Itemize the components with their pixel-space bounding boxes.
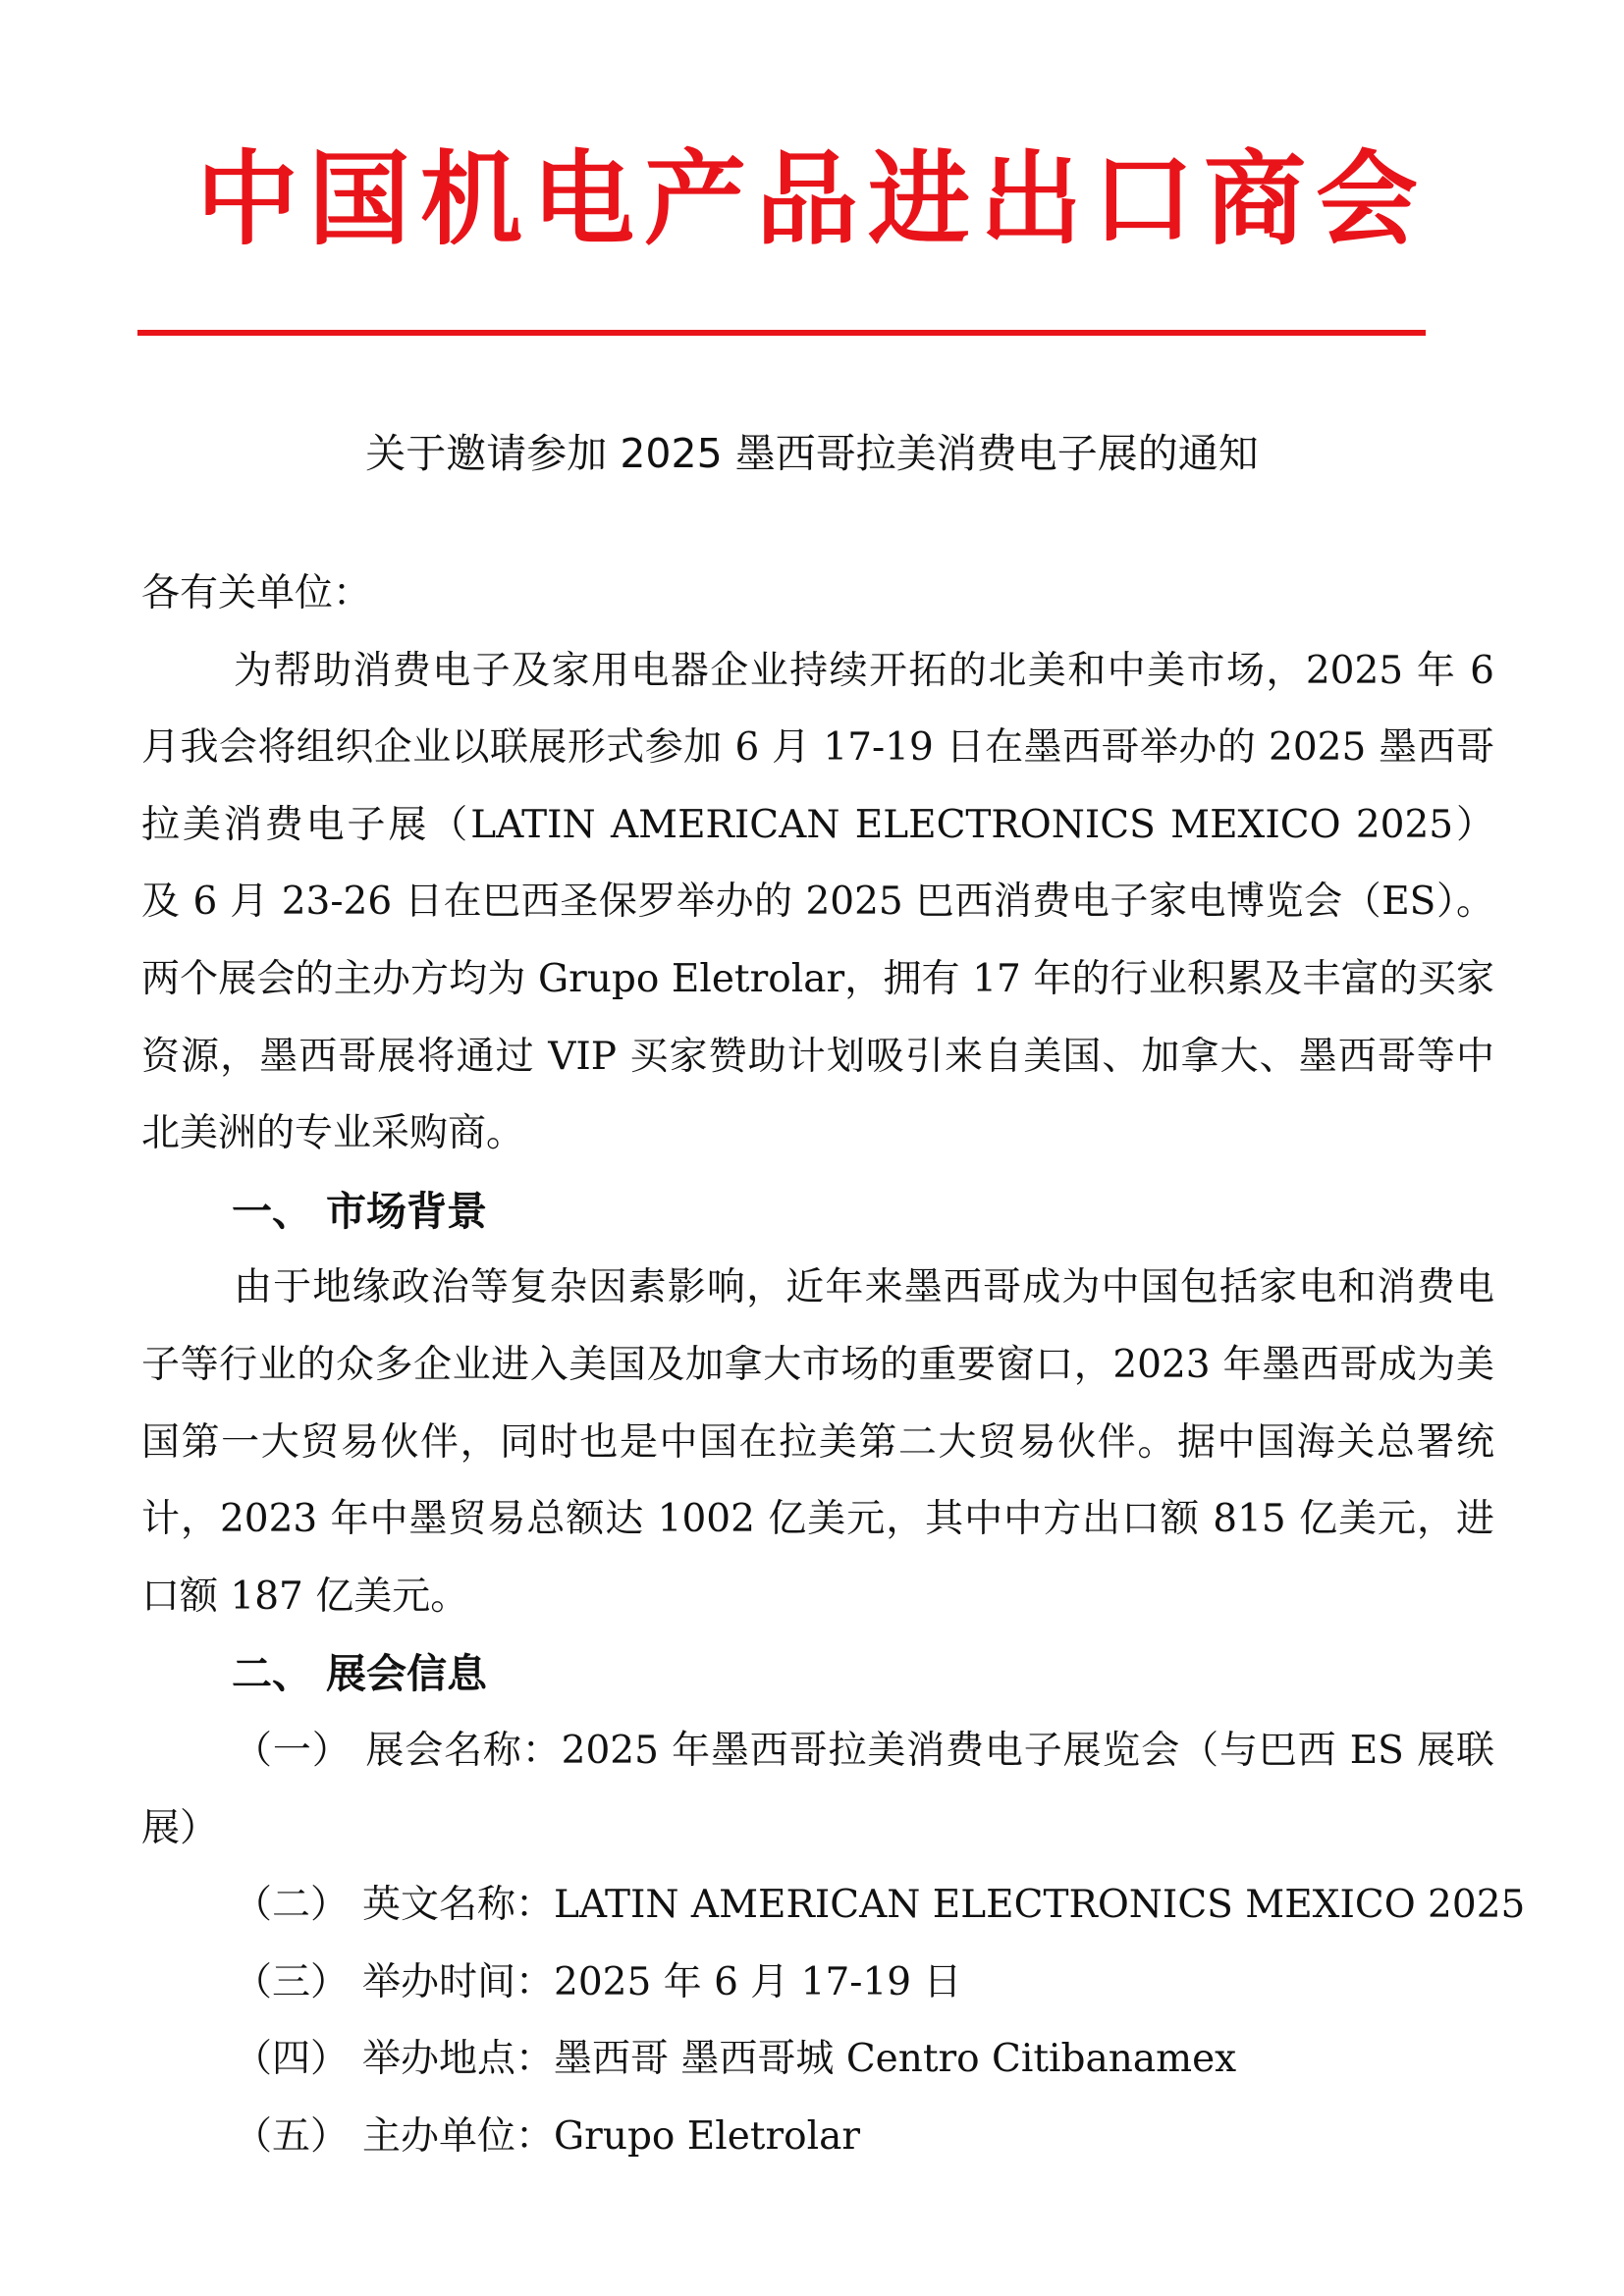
item-number: （五） xyxy=(234,2113,350,2159)
exhibition-item-venue xyxy=(141,2021,1494,2099)
exhibition-item-date xyxy=(141,1945,1494,2022)
document-body xyxy=(141,556,1526,2175)
item-number: （二） xyxy=(234,1883,350,1928)
letterhead-org-name: 中国机电产品进出口商会 xyxy=(195,138,1428,259)
item-label: 主办单位： xyxy=(362,2113,555,2159)
section-number: 二、 xyxy=(232,1650,312,1698)
item-value: Grupo Eletrolar xyxy=(554,2113,860,2159)
item-label: 举办地点： xyxy=(362,2037,555,2082)
document-title: 关于邀请参加 2025 墨西哥拉美消费电子展的通知 xyxy=(365,430,1259,477)
section-number: 一、 xyxy=(232,1187,312,1235)
salutation: 各有关单位： xyxy=(141,571,372,615)
item-value: 2025 年墨西哥拉美消费电子展览会（与巴西 ES 展联展） xyxy=(141,1728,1494,1850)
item-label: 举办时间： xyxy=(362,1959,555,2004)
item-value: 墨西哥 墨西哥城 Centro Citibanamex xyxy=(554,2037,1237,2082)
item-number: （四） xyxy=(234,2037,350,2082)
item-value: 2025 年 6 月 17-19 日 xyxy=(554,1959,962,2004)
item-number: （一） xyxy=(234,1728,352,1773)
item-label: 展会名称： xyxy=(364,1728,562,1773)
section-title: 市场背景 xyxy=(326,1187,487,1235)
letterhead-red-rule xyxy=(137,330,1426,336)
item-value: LATIN AMERICAN ELECTRONICS MEXICO 2025 xyxy=(554,1883,1526,1928)
exhibition-item-organizer xyxy=(141,2099,1494,2176)
section-heading-market-background xyxy=(141,1173,1494,1251)
intro-paragraph: 为帮助消费电子及家用电器企业持续开拓的北美和中美市场，2025 年 6 月我会将组织企业以联展形式参加 6 月 17-19 日在墨西哥举办的 2025 墨西哥拉美消费电子展（LATIN AMERICAN ELECTRONICS MEXICO 2025）及 6 月 23-26 日在巴西圣保罗举办的 2025 巴西消费电子家电博览会（ES）。两个展会的主办方均为 Grupo Eletrolar，拥有 17 年的行业积累及丰富的买家资源，墨西哥展将通过 VIP 买家赞助计划吸引来自美国、加拿大、墨西哥等中北美洲的专业采购商。 xyxy=(141,648,1494,1156)
section-title: 展会信息 xyxy=(326,1650,487,1698)
market-background-paragraph: 由于地缘政治等复杂因素影响，近年来墨西哥成为中国包括家电和消费电子等行业的众多企业进入美国及加拿大市场的重要窗口，2023 年墨西哥成为美国第一大贸易伙伴，同时也是中国在拉美第二大贸易伙伴。据中国海关总署统计，2023 年中墨贸易总额达 1002 亿美元，其中中方出口额 815 亿美元，进口额 187 亿美元。 xyxy=(141,1265,1494,1619)
item-number: （三） xyxy=(234,1959,350,2004)
exhibition-item-name xyxy=(141,1713,1494,1867)
item-label: 英文名称： xyxy=(362,1883,555,1928)
exhibition-item-english-name xyxy=(141,1867,1526,1945)
section-heading-exhibition-info xyxy=(141,1635,1494,1713)
